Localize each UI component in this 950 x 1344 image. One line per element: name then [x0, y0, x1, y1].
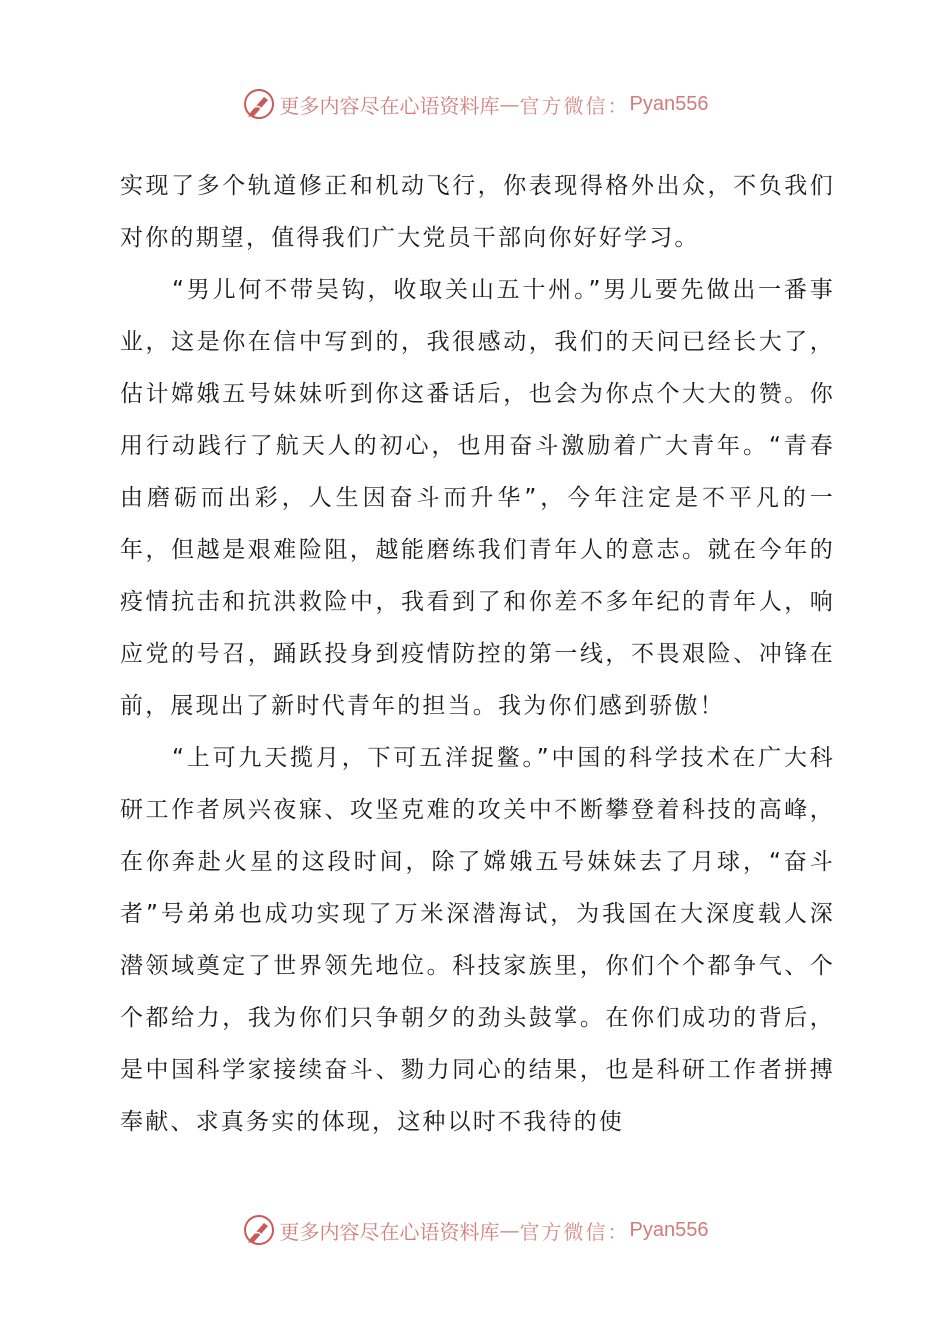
paragraph-3: “上可九天揽月，下可五洋捉鳖。”中国的科学技术在广大科研工作者夙兴夜寐、攻坚克难的攻关中不断攀登着科技的高峰，在你奔赴火星的这段时间，除了嫦娥五号妹妹去了月球，“奋斗者”号弟弟也成功实现了万米深潜海试，为我国在大深度载人深潜领域奠定了世界领先地位。科技家族里，你们个个都争气、个个都给力，我为你们只争朝夕的劲头鼓掌。在你们成功的背后，是中国科学家接续奋斗、勠力同心的结果，也是科研工作者拼搏奉献、求真务实的体现，这种以时不我待的使 [120, 745, 835, 1135]
paragraph-1: 实现了多个轨道修正和机动飞行，你表现得格外出众，不负我们对你的期望，值得我们广大党员干部向你好好学习。 [120, 173, 835, 251]
footer-brand-text: 更多内容尽在心语资料库 [279, 1219, 500, 1244]
footer-dash: — [499, 1218, 520, 1242]
header-brand-text: 更多内容尽在心语资料库 [279, 93, 500, 118]
header-watermark [0, 84, 950, 124]
footer-watermark [0, 1210, 950, 1250]
header-dash: — [499, 92, 520, 116]
paragraph-2: “男儿何不带吴钩，收取关山五十州。”男儿要先做出一番事业，这是你在信中写到的，我很感动，我们的天问已经长大了，估计嫦娥五号妹妹听到你这番话后，也会为你点个大大的赞。你用行动践行了航天人的初心，也用奋斗激励着广大青年。“青春由磨砺而出彩，人生因奋斗而升华”，今年注定是不平凡的一年，但越是艰难险阻，越能磨练我们青年人的意志。就在今年的疫情抗击和抗洪救险中，我看到了和你差不多年纪的青年人，响应党的号召，踊跃投身到疫情防控的第一线，不畏艰险、冲锋在前，展现出了新时代青年的担当。我为你们感到骄傲！ [120, 277, 835, 719]
header-wechat-id: Pyan556 [629, 92, 709, 115]
header-label: 官方微信： [519, 93, 630, 118]
footer-wechat-id: Pyan556 [629, 1218, 709, 1241]
pen-logo-icon [242, 1213, 276, 1247]
pen-logo-icon [242, 87, 276, 121]
footer-label: 官方微信： [519, 1219, 630, 1244]
document-body [120, 160, 835, 1148]
